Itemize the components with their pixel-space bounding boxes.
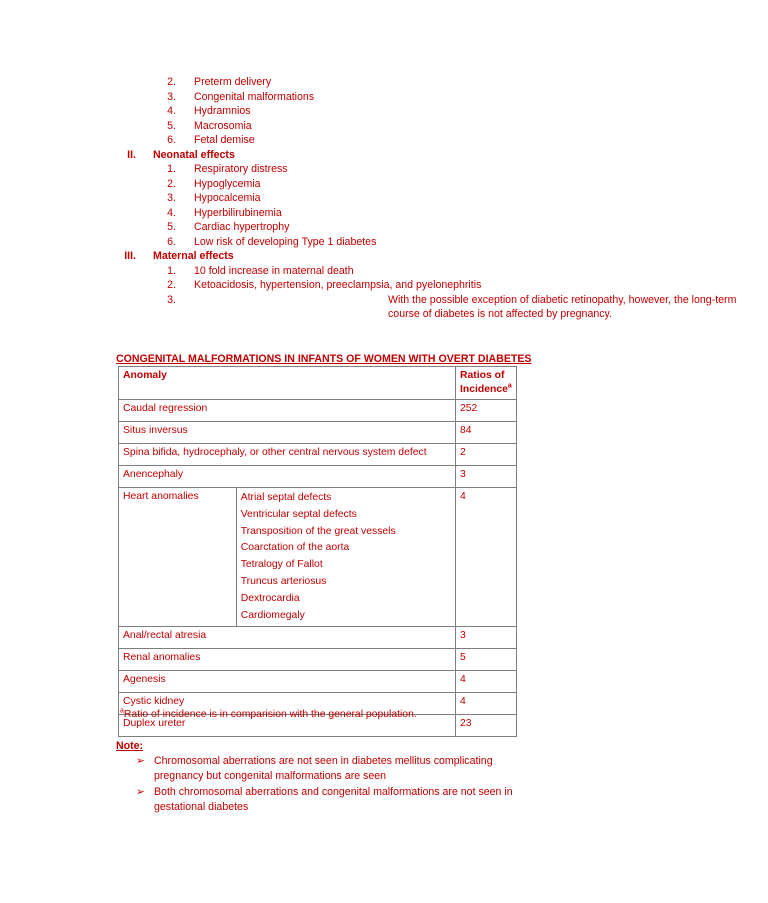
anomaly-cell: Anencephaly — [119, 466, 456, 488]
anomaly-cell: Situs inversus — [119, 422, 456, 444]
section-heading: Neonatal effects — [153, 148, 235, 161]
table-row — [119, 422, 517, 444]
item-number: 3. — [167, 293, 176, 306]
table-row — [119, 466, 517, 488]
list-item — [0, 177, 638, 192]
bullet-text: Both chromosomal aberrations and congenital malformations are not seen in gestational diabetes — [154, 786, 513, 813]
anomaly-cell: Spina bifida, hydrocephaly, or other central nervous system defect — [119, 444, 456, 466]
item-text: Macrosomia — [194, 119, 252, 132]
table-row — [119, 671, 517, 693]
heart-subtype: Atrial septal defects — [240, 492, 332, 503]
item-text: Hydramnios — [194, 105, 251, 117]
list-item — [0, 278, 638, 293]
list-item — [0, 264, 638, 279]
footnote-superscript: a — [120, 707, 124, 715]
table-footnote — [120, 709, 417, 720]
ratio-cell: 5 — [455, 649, 516, 671]
table-row — [119, 444, 517, 466]
arrow-bullet-icon: ➢ — [136, 786, 145, 798]
list-item — [0, 75, 638, 90]
list-item — [0, 206, 638, 221]
roman-numeral: III. — [124, 250, 136, 262]
heart-subtype: Cardiomegaly — [240, 609, 305, 621]
ratio-cell: 4 — [455, 693, 516, 715]
heart-subtype: Truncus arteriosus — [240, 575, 327, 587]
heart-subtype: Tetralogy of Fallot — [240, 559, 323, 571]
list-item — [0, 754, 638, 783]
anomaly-cell: Heart anomalies — [119, 488, 237, 627]
item-text: Respiratory distress — [194, 163, 288, 175]
list-item — [0, 119, 638, 134]
item-text: With the possible exception of diabetic retinopathy, however, the long-term course of diabetes is not affected by pregnancy. — [388, 293, 737, 320]
ratio-cell: 3 — [455, 466, 516, 488]
anomaly-cell: Agenesis — [119, 671, 456, 693]
ratio-cell: 4 — [455, 488, 516, 627]
ratio-cell: 2 — [455, 444, 516, 466]
item-number: 6. — [167, 235, 176, 248]
item-number: 3. — [167, 90, 176, 103]
ratio-header-label: Ratios of Incidence — [459, 370, 508, 395]
item-number: 6. — [167, 134, 176, 146]
table-row — [119, 627, 517, 649]
anomaly-cell: Cystic kidney — [119, 693, 456, 715]
note-heading: Note: — [116, 740, 144, 752]
ratio-cell: 3 — [455, 627, 516, 649]
item-number: 3. — [167, 192, 176, 204]
ratio-cell: 84 — [455, 422, 516, 444]
heart-subtype: Coarctation of the aorta — [240, 542, 350, 554]
item-text: Low risk of developing Type 1 diabetes — [194, 235, 377, 248]
list-item — [0, 90, 638, 105]
heart-subtype: Ventricular septal defects — [240, 508, 357, 520]
anomaly-column-header: Anomaly — [119, 367, 456, 400]
item-text: 10 fold increase in maternal death — [194, 264, 354, 277]
bullet-text: Chromosomal aberrations are not seen in diabetes mellitus complicating pregnancy but congenital malformations are seen — [154, 755, 493, 782]
heart-subtypes-cell — [236, 488, 455, 627]
heart-subtype: Transposition of the great vessels — [240, 525, 396, 537]
table-row — [119, 649, 517, 671]
neonatal-heading — [0, 148, 638, 163]
ratio-column-header — [455, 367, 516, 400]
heart-subtype: Dextrocardia — [240, 592, 300, 604]
malformations-table — [118, 366, 517, 737]
ratio-cell: 4 — [455, 671, 516, 693]
item-number: 5. — [167, 119, 176, 132]
anomaly-cell: Renal anomalies — [119, 649, 456, 671]
item-number: 1. — [167, 264, 176, 277]
anomaly-cell: Caudal regression — [119, 400, 456, 422]
list-item — [0, 104, 638, 119]
item-text: Fetal demise — [194, 134, 255, 146]
anomaly-cell: Anal/rectal atresia — [119, 627, 456, 649]
list-item — [0, 133, 638, 148]
item-number: 4. — [167, 105, 176, 117]
item-text: Ketoacidosis, hypertension, preeclampsia, and pyelonephritis — [194, 279, 482, 291]
item-text: Hypocalcemia — [194, 192, 261, 204]
maternal-heading — [0, 249, 638, 264]
list-item — [0, 162, 638, 177]
item-number: 1. — [167, 163, 176, 175]
item-text: Preterm delivery — [194, 76, 272, 88]
item-text: Hyperbilirubinemia — [194, 206, 282, 219]
roman-numeral: II. — [127, 148, 136, 161]
note-bullet-list — [0, 754, 638, 816]
item-number: 2. — [167, 279, 176, 291]
item-number: 2. — [167, 177, 176, 190]
item-number: 2. — [167, 76, 176, 88]
section-heading: Maternal effects — [153, 250, 234, 262]
table-row — [119, 400, 517, 422]
fetal-effects-list — [0, 75, 737, 322]
item-number: 4. — [167, 206, 176, 219]
item-text: Hypoglycemia — [194, 177, 261, 190]
list-item — [0, 235, 638, 250]
anomaly-cell: Duplex ureter — [119, 715, 456, 737]
ratio-cell: 23 — [455, 715, 516, 737]
ratio-header-superscript: a — [507, 382, 512, 390]
item-text: Congenital malformations — [194, 90, 315, 103]
item-text: Cardiac hypertrophy — [194, 221, 290, 233]
item-number: 5. — [167, 221, 176, 233]
list-item — [0, 785, 638, 814]
list-item — [0, 191, 638, 206]
list-item — [0, 293, 737, 322]
table-title: CONGENITAL MALFORMATIONS IN INFANTS OF WOMEN WITH OVERT DIABETES — [116, 353, 532, 365]
footnote-text: Ratio of incidence is in comparision with the general population. — [123, 709, 417, 720]
ratio-cell: 252 — [455, 400, 516, 422]
table-header-row — [119, 367, 517, 400]
list-item — [0, 220, 638, 235]
arrow-bullet-icon: ➢ — [136, 755, 145, 767]
table-row-heart — [119, 488, 517, 627]
